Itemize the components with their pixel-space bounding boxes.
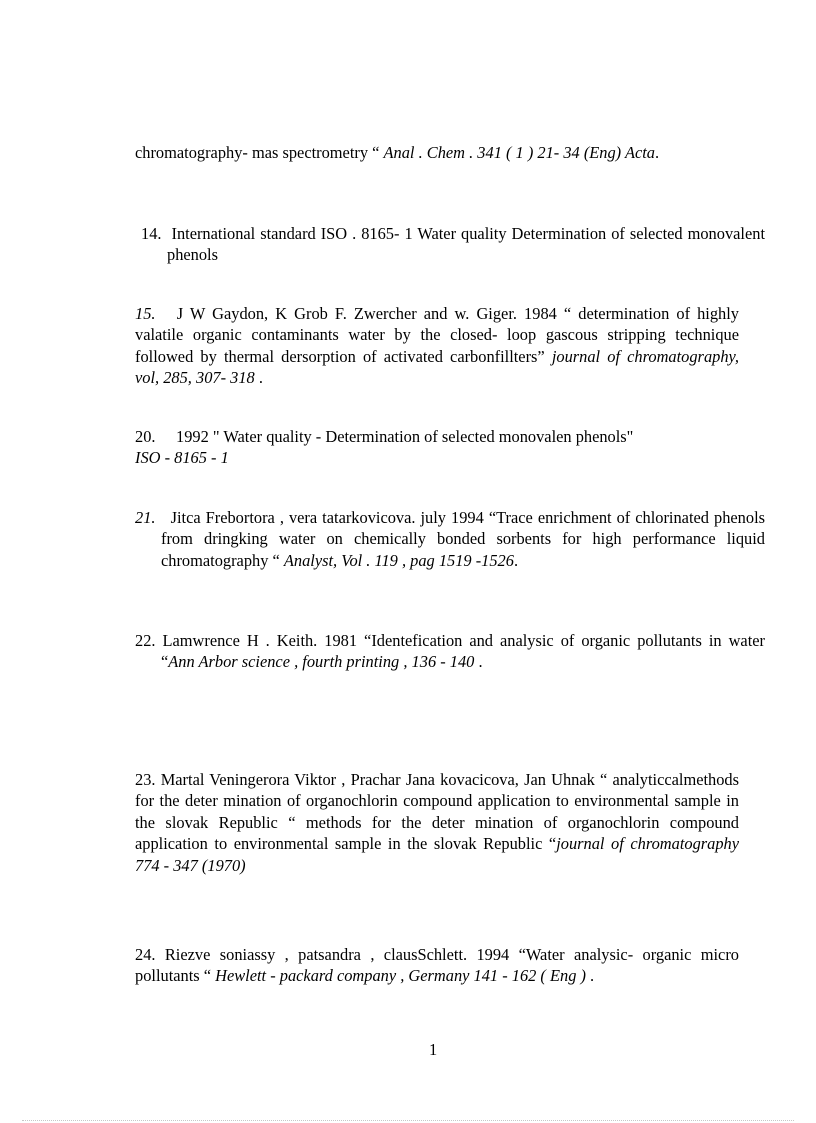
reference-number: 15. xyxy=(135,304,156,323)
reference-number: 20. xyxy=(135,427,156,446)
reference-21 xyxy=(135,507,765,571)
reference-number: 24. xyxy=(135,945,156,964)
reference-text: chromatography- mas spectrometry “ xyxy=(135,143,384,162)
reference-text: Jitca Frebortora , vera tatarkovicova. july 1994 “Trace enrichment of chlorinated phenols from dringking water on chemically bonded sorbents for high performance liquid chromatography “ xyxy=(161,508,765,570)
reference-tail: . xyxy=(654,143,660,162)
reference-number: 21. xyxy=(135,508,156,527)
page-number: 1 xyxy=(429,1040,438,1059)
reference-text: Lamwrence H . Keith. 1981 “Identefication and analysic of organic pollutants in water “ xyxy=(161,631,765,672)
reference-tail: . xyxy=(513,550,519,570)
reference-number: 23. xyxy=(135,770,156,789)
reference-text: Martal Veningerora Viktor , Prachar Jana kovacicova, Jan Uhnak “ analyticcalmethods for the deter mination of organochlorin compound application to environmental sample in the slovak Republic “ methods for the deter mination of organochlorin compound application to environmental sample in the slovak Republic “ xyxy=(135,770,739,854)
reference-text: 1992 " Water quality - Determination of selected monovalen phenols" xyxy=(176,427,634,446)
reference-15 xyxy=(135,303,739,389)
reference-source: Analyst, Vol . 119 , pag 1519 -1526 xyxy=(283,550,514,570)
reference-24 xyxy=(135,944,739,987)
reference-source: journal of chromatography, vol, 285, 307- 318 xyxy=(135,346,739,388)
reference-text: Riezve soniassy , patsandra , clausSchlett. 1994 “Water analysic- organic micro pollutants “ xyxy=(135,945,739,986)
reference-tail: . xyxy=(474,652,483,672)
reference-source: Hewlett - packard company , Germany 141 - 162 ( Eng ) xyxy=(215,966,586,986)
page-boundary-divider xyxy=(22,1120,794,1121)
reference-source: ISO - 8165 - 1 xyxy=(135,448,229,468)
reference-source: Ann Arbor science , fourth printing , 136 - 140 xyxy=(168,652,475,672)
reference-text: J W Gaydon, K Grob F. Zwercher and w. Giger. 1984 “ determination of highly valatile organic contaminants water by the closed- loop gascous stripping technique followed by thermal dersorption of activated carbonfillters” xyxy=(135,304,740,366)
reference-22 xyxy=(135,630,765,673)
reference-number: 14. xyxy=(141,224,162,243)
reference-source: journal of chromatography 774 - 347 (1970) xyxy=(135,834,739,875)
reference-continuation xyxy=(135,142,739,163)
reference-number: 22. xyxy=(135,631,156,650)
reference-text: International standard ISO . 8165- 1 Water quality Determination of selected monovalent phenols xyxy=(167,224,765,265)
reference-23 xyxy=(135,769,739,876)
reference-tail: . xyxy=(254,368,263,388)
reference-20 xyxy=(135,426,739,469)
reference-source: Anal . Chem . 341 ( 1 ) 21- 34 (Eng) Acta xyxy=(383,143,655,162)
reference-tail: . xyxy=(585,966,595,986)
reference-14 xyxy=(141,223,765,266)
